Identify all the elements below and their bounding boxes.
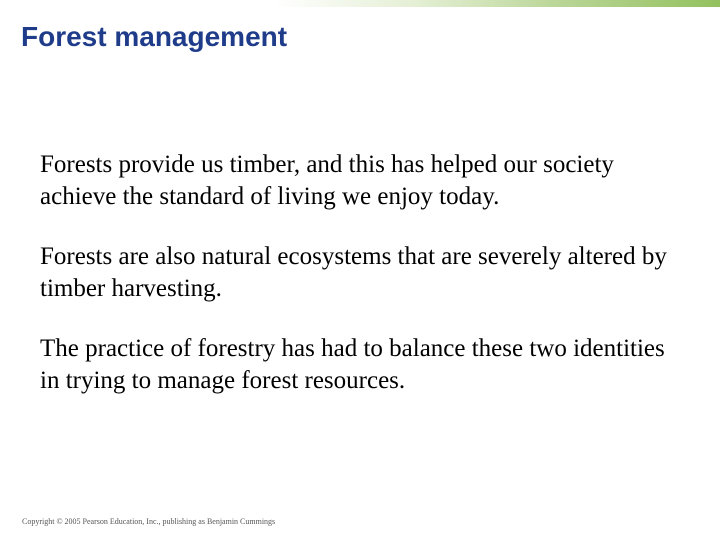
slide-body [40,149,680,425]
top-accent-bar [0,0,720,7]
slide-title: Forest management [21,21,288,52]
paragraph-ecosystems: Forests are also natural ecosystems that are severely altered by timber harvesting. [40,243,667,302]
paragraph-forestry-balance: The practice of forestry has had to balance these two identities in trying to manage forest resources. [40,335,665,394]
copyright-notice: Copyright © 2005 Pearson Education, Inc., publishing as Benjamin Cummings [22,517,276,526]
paragraph-timber: Forests provide us timber, and this has helped our society achieve the standard of living we enjoy today. [40,151,614,210]
